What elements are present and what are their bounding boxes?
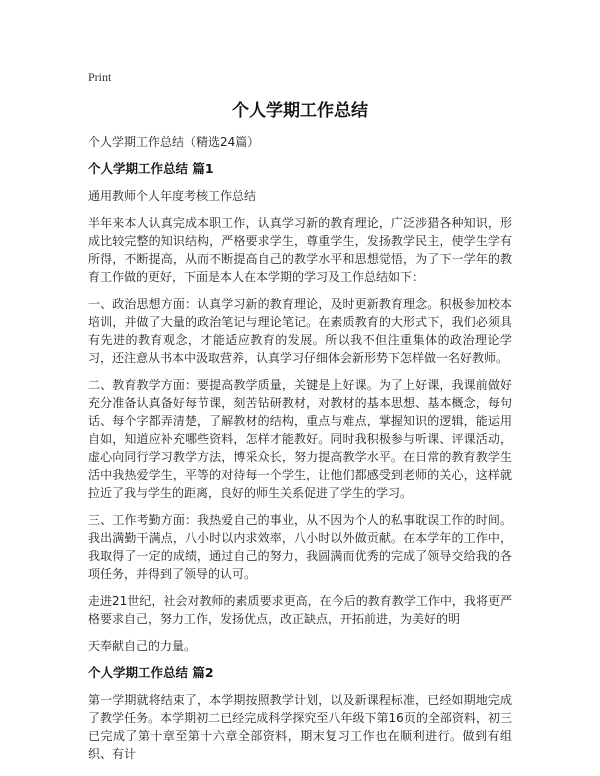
page-title: 个人学期工作总结 (232, 101, 368, 121)
document-subtitle: 个人学期工作总结（精选24篇） (88, 135, 260, 149)
paragraph: 半年来本人认真完成本职工作，认真学习新的教育理论，广泛涉猎各种知识，形成比较完整的知识结构，严格要求学生，尊重学生，发扬教学民主，使学生学有所得，不断提高，从而不断提高自己的教学水平和思想觉悟，为了下一学年的教育工作做的更好，下面是本人在本学期的学习及工作总结如下： (88, 216, 512, 284)
paragraph: 通用教师个人年度考核工作总结 (88, 189, 257, 203)
paragraph: 天奉献自己的力量。 (88, 639, 197, 653)
paragraph: 二、教育教学方面：要提高教学质量，关键是上好课。为了上好课，我课前做好充分准备认真备好每节课，刻苦钻研教材，对教材的基本思想、基本概念，每句话、每个字都弄清楚，了解教材的结构，重点与难点，掌握知识的逻辑，能运用自如，知道应补充哪些资料，怎样才能教好。同时我积极参与听课、评课活动，虚心向同行学习教学方法，博采众长，努力提高教学水平。在日常的教育教学生活中我热爱学生，平等的对待每一个学生，让他们都感受到老师的关心，这样就拉近了我与学生的距离，良好的师生关系促进了学生的学习。 (88, 378, 512, 500)
section-heading-1: 个人学期工作总结 篇1 (88, 161, 214, 176)
section-heading-2: 个人学期工作总结 篇2 (88, 665, 214, 680)
paragraph: 走进21世纪，社会对教师的素质要求更高，在今后的教育教学工作中，我将更严格要求自己，努力工作，发扬优点，改正缺点，开拓前进，为美好的明 (88, 594, 512, 626)
paragraph: 第一学期就将结束了，本学期按照教学计划，以及新课程标准，已经如期地完成了教学任务。本学期初二已经完成科学探究至八年级下第16页的全部资料，初三已完成了第十章至第十六章全部资料，期末复习工作也在顺利进行。做到有组织、有计 (88, 693, 512, 761)
print-link[interactable]: Print (88, 70, 112, 84)
document-body (88, 133, 512, 772)
paragraph: 三、工作考勤方面：我热爱自己的事业，从不因为个人的私事耽误工作的时间。我出满勤干满点，八小时以内求效率，八小时以外做贡献。在本学年的工作中，我取得了一定的成绩，通过自己的努力，我圆满而优秀的完成了领导交给我的各项任务，并得到了领导的认可。 (88, 513, 512, 581)
paragraph: 一、政治思想方面：认真学习新的教育理论，及时更新教育理念。积极参加校本培训，并做了大量的政治笔记与理论笔记。在素质教育的大形式下，我们必须具有先进的教育观念，才能适应教育的发展。所以我不但注重集体的政治理论学习，还注意从书本中汲取营养，认真学习仔细体会新形势下怎样做一名好教师。 (88, 297, 512, 365)
